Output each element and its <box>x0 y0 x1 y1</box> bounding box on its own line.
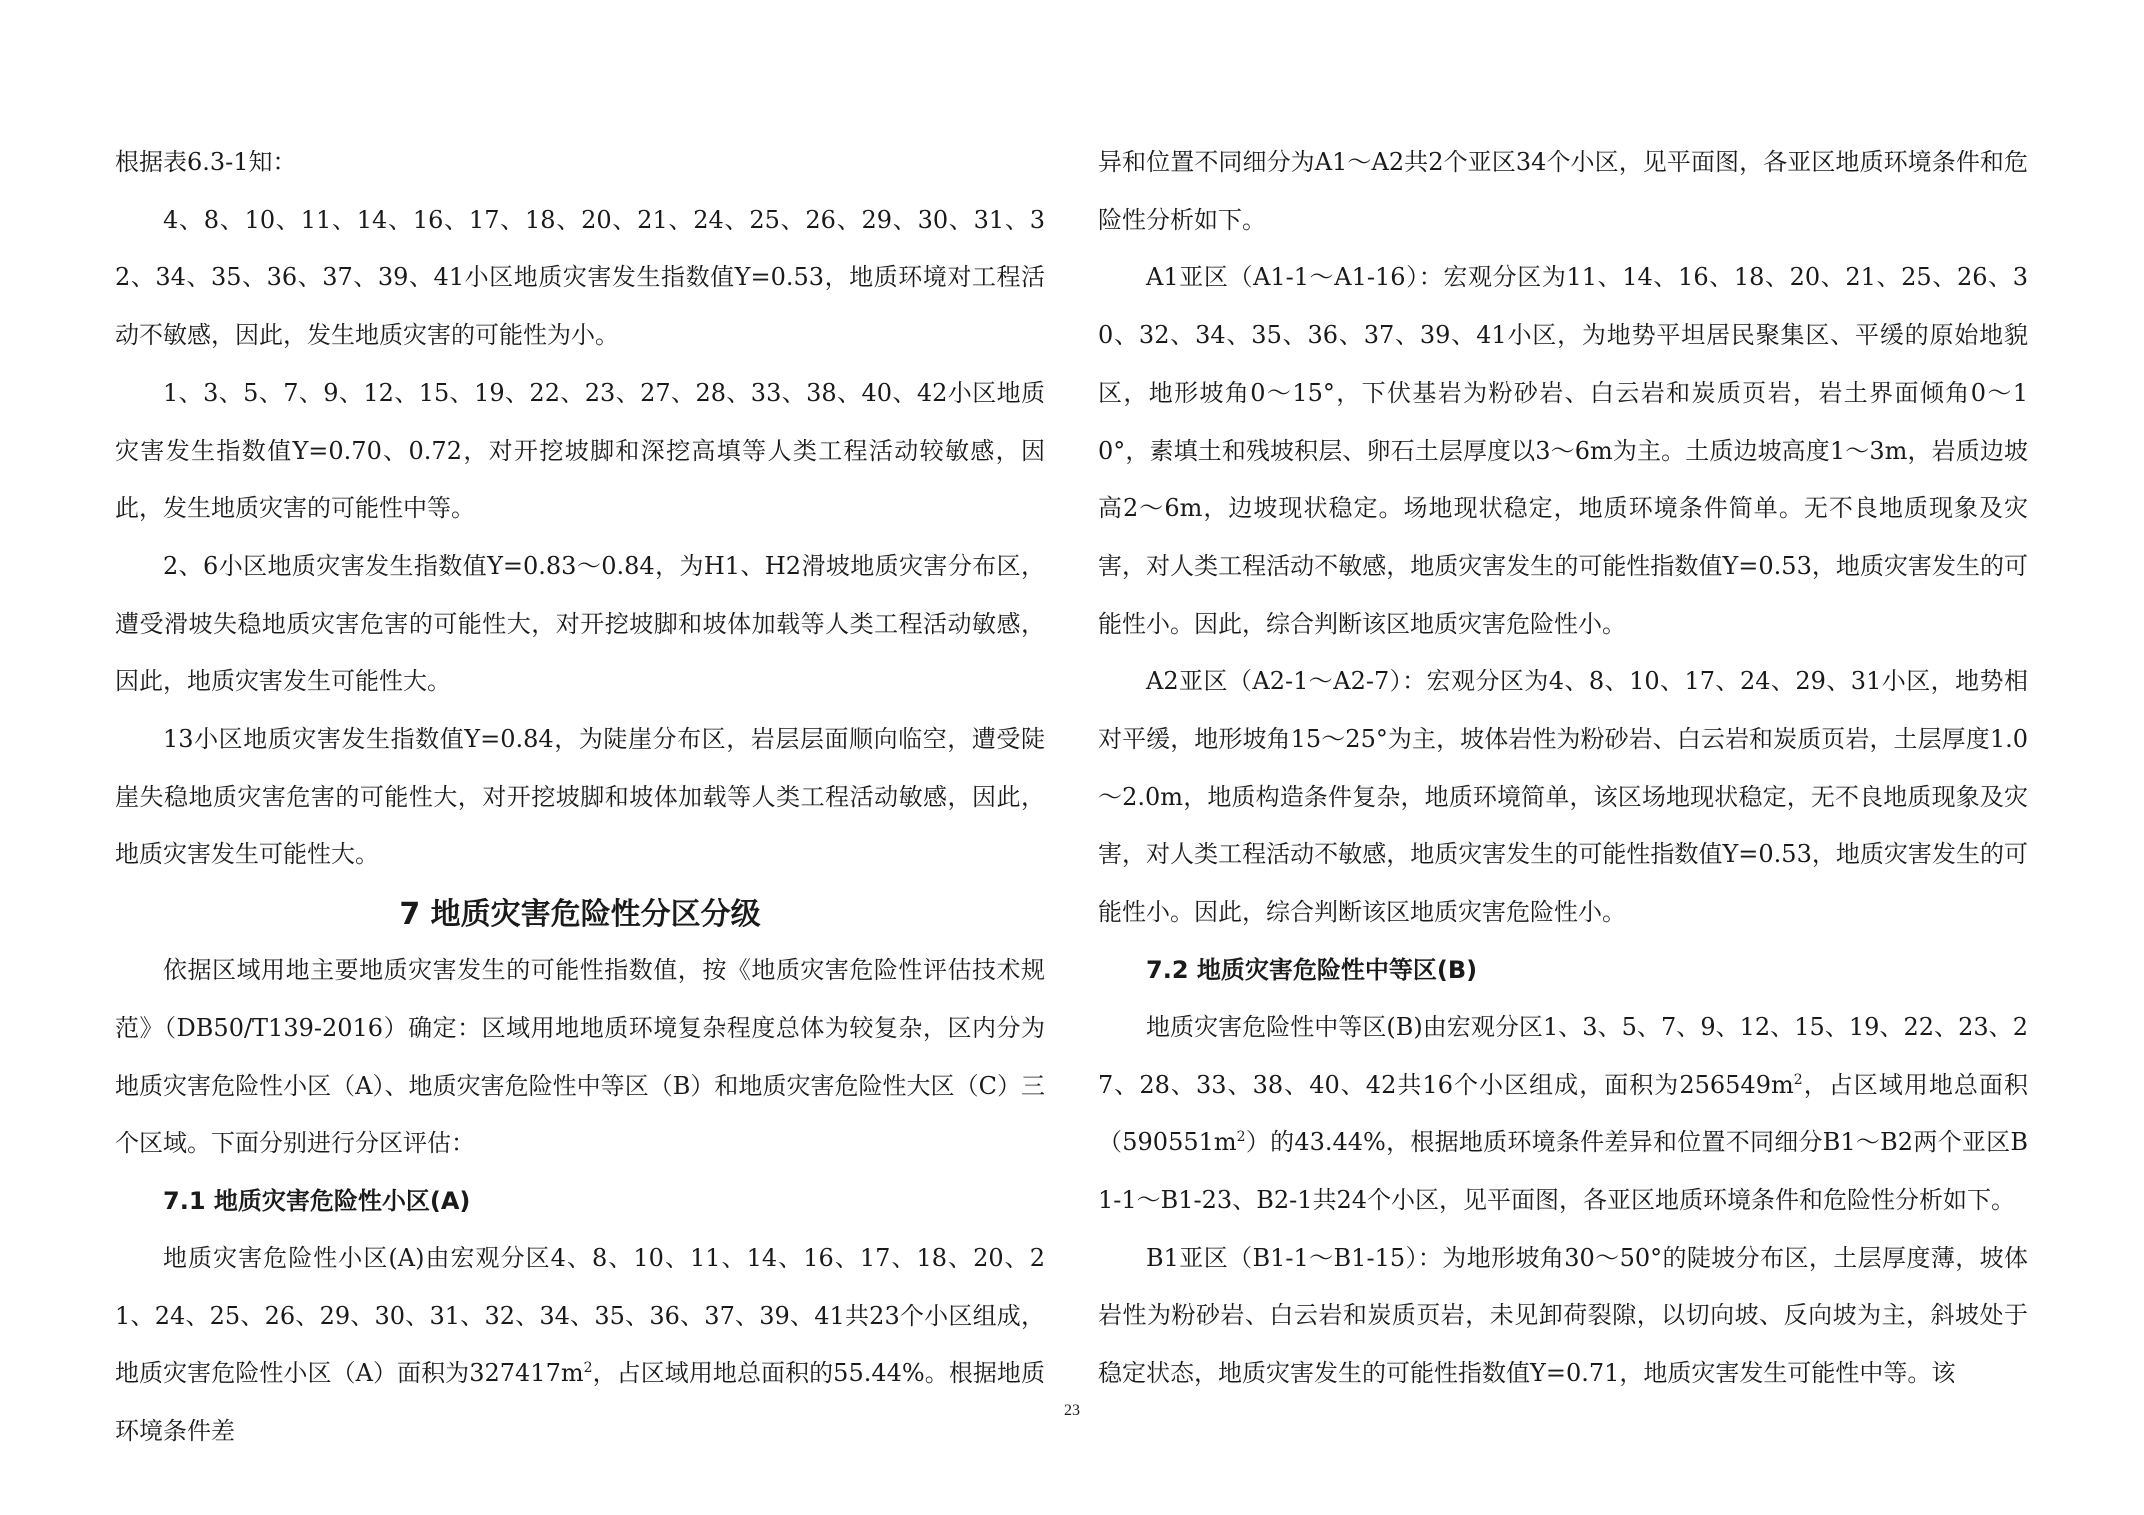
paragraph-cliff-zone: 13小区地质灾害发生指数值Y=0.84，为陡崖分布区，岩层层面顺向临空，遭受陡崖失稳地质灾害危害的可能性大，对开挖坡脚和坡体加载等人类工程活动敏感，因此，地质灾害发生可能性大。 <box>115 725 1045 869</box>
paragraph-subzone-a1: A1亚区（A1-1～A1-16）：宏观分区为11、14、16、18、20、21、25、26、30、32、34、35、36、37、39、41小区，为地势平坦居民聚集区、平缓的原始地貌区，地形坡角0～15°，下伏基岩为粉砂岩、白云岩和炭质页岩，岩土界面倾角0～10°，素填土和残坡积层、卵石土层厚度以3～6m为主。土质边坡高度1～3m，岩质边坡高2～6m，边坡现状稳定。场地现状稳定，地质环境条件简单。无不良地质现象及灾害，对人类工程活动不敏感，地质灾害发生的可能性指数值Y=0.53，地质灾害发生的可能性小。因此，综合判断该区地质灾害危险性小。 <box>1098 263 2028 638</box>
paragraph-small-possibility: 4、8、10、11、14、16、17、18、20、21、24、25、26、29、30、31、32、34、35、36、37、39、41小区地质灾害发生指数值Y=0.53，地质环境对工程活动不敏感，因此，发生地质灾害的可能性为小。 <box>115 205 1045 350</box>
paragraph-subzone-b1: B1亚区（B1-1～B1-15）：为地形坡角30～50°的陡坡分布区，土层厚度薄，坡体岩性为粉砂岩、白云岩和炭质页岩，未见卸荷裂隙，以切向坡、反向坡为主，斜坡处于稳定状态，地质灾害发生的可能性指数值Y=0.71，地质灾害发生可能性中等。该 <box>1098 1243 2028 1388</box>
left-column <box>115 134 1045 1461</box>
section-7-heading: 7 地质灾害危险性分区分级 <box>399 897 761 933</box>
paragraph-medium-possibility: 1、3、5、7、9、12、15、19、22、23、27、28、33、38、40、42小区地质灾害发生指数值Y=0.70、0.72，对开挖坡脚和深挖高填等人类工程活动较敏感，因此，发生地质灾害的可能性中等。 <box>115 378 1045 523</box>
section-7-1-heading: 7.1 地质灾害危险性小区(A) <box>163 1186 471 1215</box>
page-number: 23 <box>1064 1402 1080 1419</box>
paragraph-zone-a: 地质灾害危险性小区(A)由宏观分区4、8、10、11、14、16、17、18、20、21、24、25、26、29、30、31、32、34、35、36、37、39、41共23个小区组成，地质灾害危险性小区（A）面积为$327417m^2$，占区域用地总面积的55.44%。根据地质环境条件差 <box>115 1243 1045 1446</box>
paragraph-zone-a-continued: 异和位置不同细分为A1～A2共2个亚区34个小区，见平面图，各亚区地质环境条件和危险性分析如下。 <box>1098 148 2028 234</box>
paragraph-zone-b: 地质灾害危险性中等区(B)由宏观分区1、3、5、7、9、12、15、19、22、23、27、28、33、38、40、42共16个小区组成，面积为$256549m^2$，占区域用地总面积$(590551m^2)$的43.44%，根据地质环境条件差异和位置不同细分B1～B2两个亚区B1-1～B1-23、B2-1共24个小区，见平面图，各亚区地质环境条件和危险性分析如下。 <box>1098 1012 2029 1214</box>
paragraph-zoning-intro: 依据区域用地主要地质灾害发生的可能性指数值，按《地质灾害危险性评估技术规范》（DB50/T139-2016）确定：区域用地地质环境复杂程度总体为较复杂，区内分为地质灾害危险性小区（A）、地质灾害危险性中等区（B）和地质灾害危险性大区（C）三个区域。下面分别进行分区评估： <box>115 956 1045 1158</box>
paragraph-landslide-zones: 2、6小区地质灾害发生指数值Y=0.83～0.84，为H1、H2滑坡地质灾害分布区，遭受滑坡失稳地质灾害危害的可能性大，对开挖坡脚和坡体加载等人类工程活动敏感，因此，地质灾害发生可能性大。 <box>115 551 1045 696</box>
right-column <box>1098 134 2028 1403</box>
section-7-2-heading: 7.2 地质灾害危险性中等区(B) <box>1146 955 1478 984</box>
intro-paragraph: 根据表6.3-1知： <box>115 148 297 176</box>
paragraph-subzone-a2: A2亚区（A2-1～A2-7）：宏观分区为4、8、10、17、24、29、31小区，地势相对平缓，地形坡角15～25°为主，坡体岩性为粉砂岩、白云岩和炭质页岩，土层厚度1.0～2.0m，地质构造条件复杂，地质环境简单，该区场地现状稳定，无不良地质现象及灾害，对人类工程活动不敏感，地质灾害发生的可能性指数值Y=0.53，地质灾害发生的可能性小。因此，综合判断该区地质灾害危险性小。 <box>1098 667 2028 927</box>
